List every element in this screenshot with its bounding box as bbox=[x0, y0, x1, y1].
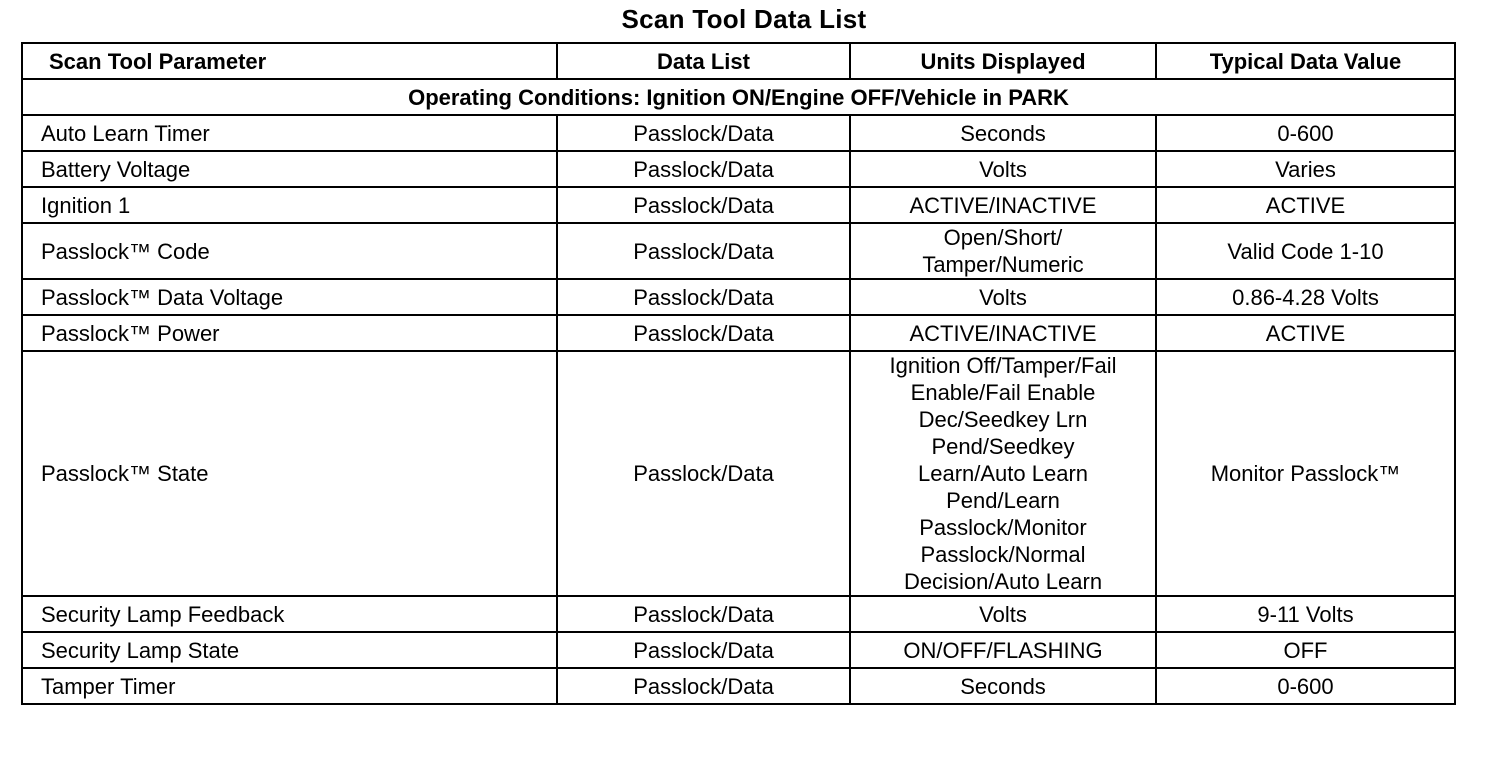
cell-parameter: Auto Learn Timer bbox=[22, 115, 557, 151]
cell-units: ON/OFF/FLASHING bbox=[850, 632, 1156, 668]
cell-parameter: Security Lamp Feedback bbox=[22, 596, 557, 632]
cell-data-list: Passlock/Data bbox=[557, 596, 850, 632]
table-row bbox=[22, 223, 1455, 279]
cell-typical-value: ACTIVE bbox=[1156, 187, 1455, 223]
cell-data-list: Passlock/Data bbox=[557, 315, 850, 351]
cell-units: Volts bbox=[850, 596, 1156, 632]
cell-parameter: Passlock™ Code bbox=[22, 223, 557, 279]
cell-units: Volts bbox=[850, 151, 1156, 187]
cell-typical-value: 9-11 Volts bbox=[1156, 596, 1455, 632]
cell-units: Seconds bbox=[850, 115, 1156, 151]
column-header-parameter: Scan Tool Parameter bbox=[22, 43, 557, 79]
cell-data-list: Passlock/Data bbox=[557, 279, 850, 315]
cell-typical-value: Valid Code 1-10 bbox=[1156, 223, 1455, 279]
cell-units: Ignition Off/Tamper/Fail Enable/Fail Enable Dec/Seedkey Lrn Pend/Seedkey Learn/Auto Learn Pend/Learn Passlock/Monitor Passlock/Normal Decision/Auto Learn bbox=[850, 351, 1156, 596]
cell-parameter: Security Lamp State bbox=[22, 632, 557, 668]
cell-parameter: Passlock™ Power bbox=[22, 315, 557, 351]
column-header-typical-value: Typical Data Value bbox=[1156, 43, 1455, 79]
table-row bbox=[22, 632, 1455, 668]
section-row bbox=[22, 79, 1455, 115]
cell-typical-value: Monitor Passlock™ bbox=[1156, 351, 1455, 596]
cell-units: Seconds bbox=[850, 668, 1156, 704]
cell-units: Open/Short/ Tamper/Numeric bbox=[850, 223, 1156, 279]
cell-parameter: Ignition 1 bbox=[22, 187, 557, 223]
cell-data-list: Passlock/Data bbox=[557, 223, 850, 279]
cell-typical-value: Varies bbox=[1156, 151, 1455, 187]
table-row bbox=[22, 596, 1455, 632]
scan-tool-data-table bbox=[21, 42, 1456, 705]
table-row bbox=[22, 115, 1455, 151]
cell-typical-value: 0-600 bbox=[1156, 115, 1455, 151]
header-row bbox=[22, 43, 1455, 79]
cell-data-list: Passlock/Data bbox=[557, 151, 850, 187]
cell-typical-value: 0-600 bbox=[1156, 668, 1455, 704]
cell-units: ACTIVE/INACTIVE bbox=[850, 315, 1156, 351]
cell-parameter: Battery Voltage bbox=[22, 151, 557, 187]
cell-typical-value: ACTIVE bbox=[1156, 315, 1455, 351]
table-row bbox=[22, 279, 1455, 315]
cell-parameter: Passlock™ State bbox=[22, 351, 557, 596]
table-row bbox=[22, 151, 1455, 187]
cell-data-list: Passlock/Data bbox=[557, 632, 850, 668]
table-row bbox=[22, 351, 1455, 596]
cell-data-list: Passlock/Data bbox=[557, 668, 850, 704]
cell-units: Volts bbox=[850, 279, 1156, 315]
column-header-data-list: Data List bbox=[557, 43, 850, 79]
cell-data-list: Passlock/Data bbox=[557, 351, 850, 596]
cell-parameter: Tamper Timer bbox=[22, 668, 557, 704]
document-title: Scan Tool Data List bbox=[621, 4, 867, 34]
operating-conditions: Operating Conditions: Ignition ON/Engine OFF/Vehicle in PARK bbox=[22, 79, 1455, 115]
cell-data-list: Passlock/Data bbox=[557, 115, 850, 151]
cell-data-list: Passlock/Data bbox=[557, 187, 850, 223]
cell-typical-value: 0.86-4.28 Volts bbox=[1156, 279, 1455, 315]
cell-units: ACTIVE/INACTIVE bbox=[850, 187, 1156, 223]
column-header-units: Units Displayed bbox=[850, 43, 1156, 79]
table-row bbox=[22, 315, 1455, 351]
cell-parameter: Passlock™ Data Voltage bbox=[22, 279, 557, 315]
cell-typical-value: OFF bbox=[1156, 632, 1455, 668]
table-row bbox=[22, 668, 1455, 704]
table-row bbox=[22, 187, 1455, 223]
